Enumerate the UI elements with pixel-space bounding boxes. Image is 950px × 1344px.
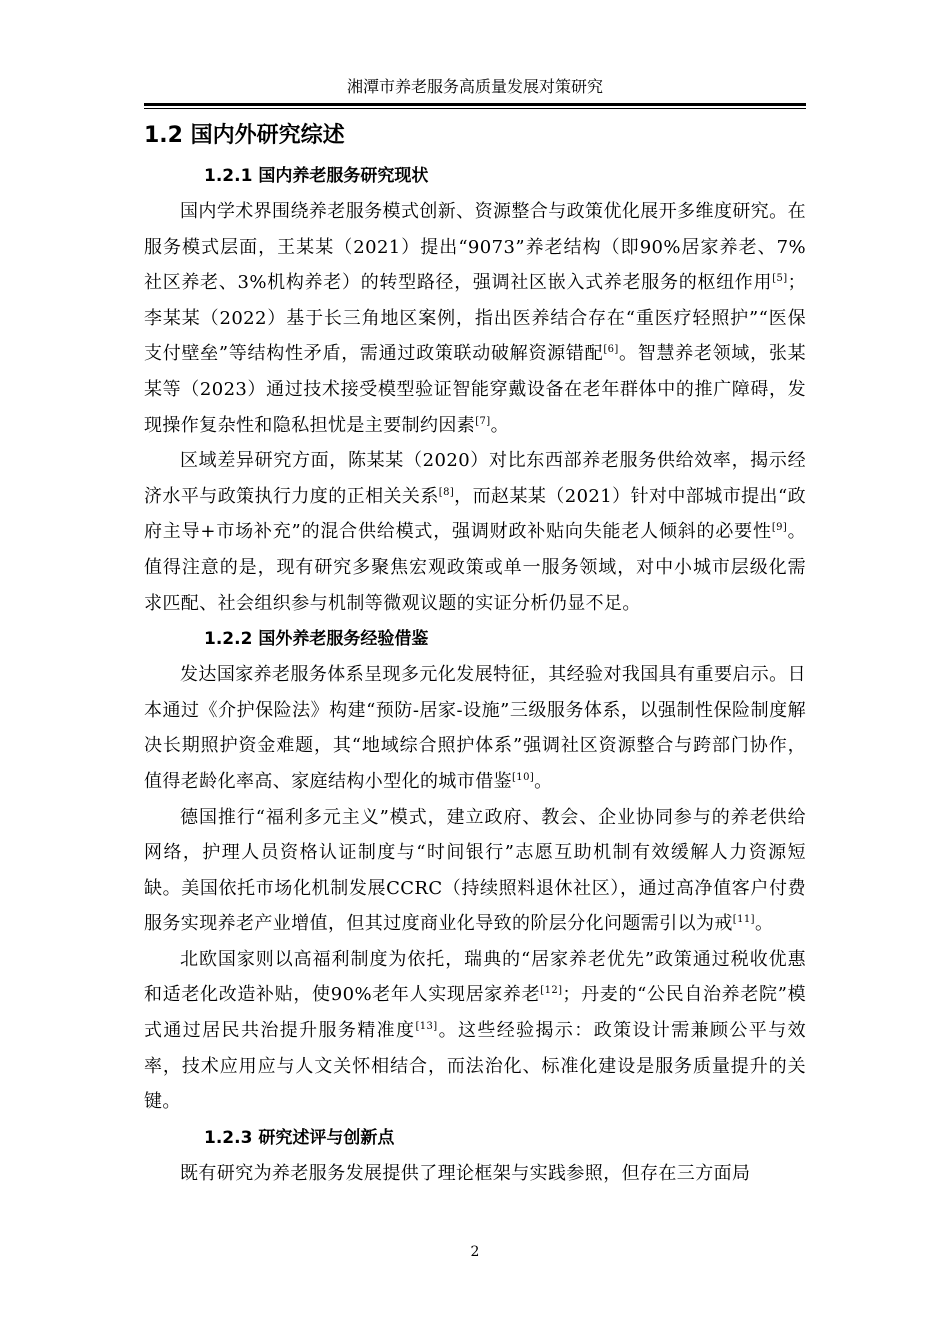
text-segment: 。值得注意的是，现有研究多聚焦宏观政策或单一服务领域，对中小城市层级化需求匹配、社会组织参与机制等微观议题的实证分析仍显不足。	[144, 521, 806, 614]
paragraph-domestic-1	[144, 194, 806, 443]
text-segment: ；丹麦的“公民自治养老院”模式通过居民共治提升服务精准度	[144, 984, 806, 1042]
subsection-title-review: 1.2.3 研究述评与创新点	[204, 1127, 395, 1148]
subsection-title-foreign: 1.2.2 国外养老服务经验借鉴	[204, 629, 429, 650]
page-number: 2	[470, 1244, 480, 1260]
page-header: 湘潭市养老服务高质量发展对策研究	[346, 77, 603, 96]
paragraph-domestic-2	[144, 443, 806, 621]
citation-ref: [9]	[771, 522, 788, 534]
citation-ref: [7]	[475, 415, 491, 427]
citation-ref: [13]	[415, 1021, 438, 1033]
text-segment: 。	[534, 770, 553, 792]
text-segment: 。	[490, 414, 509, 436]
paragraph-foreign-3	[144, 942, 806, 1120]
citation-ref: [6]	[603, 344, 619, 356]
paragraph-foreign-1	[144, 657, 806, 799]
subsection-title-domestic: 1.2.1 国内养老服务研究现状	[204, 166, 429, 186]
text-segment: 区域差异研究方面，陈某某（2020）对比东西部养老服务供给效率，揭示经济水平与政策执行力度的正相关关系	[144, 450, 806, 507]
citation-ref: [11]	[732, 914, 755, 926]
citation-ref: [10]	[512, 771, 535, 783]
text-segment: 国内学术界围绕养老服务模式创新、资源整合与政策优化展开多维度研究。在服务模式层面，王某某（2021）提出“9073”养老结构（即90%居家养老、7%社区养老、3%机构养老）的转型路径，强调社区嵌入式养老服务的枢纽作用	[144, 201, 806, 294]
text-segment: 。	[754, 913, 774, 935]
text-segment: 发达国家养老服务体系呈现多元化发展特征，其经验对我国具有重要启示。日本通过《介护保险法》构建“预防-居家-设施”三级服务体系，以强制性保险制度解决长期照护资金难题，其“地域综合照护体系”强调社区资源整合与跨部门协作，值得老龄化率高、家庭结构小型化的城市借鉴	[144, 664, 806, 792]
text-segment: 北欧国家则以高福利制度为依托，瑞典的“居家养老优先”政策通过税收优惠和适老化改造补贴，使90%老年人实现居家养老	[144, 948, 806, 1006]
paragraph-review-1	[144, 1156, 806, 1192]
text-segment: 德国推行“福利多元主义”模式，建立政府、教会、企业协同参与的养老供给网络，护理人员资格认证制度与“时间银行”志愿互助机制有效缓解人力资源短缺。美国依托市场化机制发展CCRC（持续照料退休社区），通过高净值客户付费服务实现养老产业增值，但其过度商业化导致的阶层分化问题需引以为戒	[144, 806, 806, 935]
document-body	[144, 114, 806, 1191]
header-rule-thick	[144, 103, 806, 106]
paragraph-foreign-2	[144, 800, 806, 942]
citation-ref: [5]	[772, 273, 788, 285]
text-segment: 既有研究为养老服务发展提供了理论框架与实践参照，但存在三方面局	[180, 1162, 751, 1184]
section-title: 1.2 国内外研究综述	[144, 123, 345, 148]
citation-ref: [8]	[438, 486, 455, 498]
header-rule-thin	[144, 108, 806, 109]
text-segment: 。智慧养老领域，张某某等（2023）通过技术接受模型验证智能穿戴设备在老年群体中的推广障碍，发现操作复杂性和隐私担忧是主要制约因素	[144, 343, 806, 436]
text-segment: ；李某某（2022）基于长三角地区案例，指出医养结合存在“重医疗轻照护”“医保支付壁垒”等结构性矛盾，需通过政策联动破解资源错配	[144, 272, 806, 365]
text-segment: 。这些经验揭示：政策设计需兼顾公平与效率，技术应用应与人文关怀相结合，而法治化、标准化建设是服务质量提升的关键。	[144, 1020, 806, 1113]
citation-ref: [12]	[540, 985, 563, 997]
text-segment: ，而赵某某（2021）针对中部城市提出“政府主导+市场补充”的混合供给模式，强调财政补贴向失能老人倾斜的必要性	[144, 485, 806, 543]
